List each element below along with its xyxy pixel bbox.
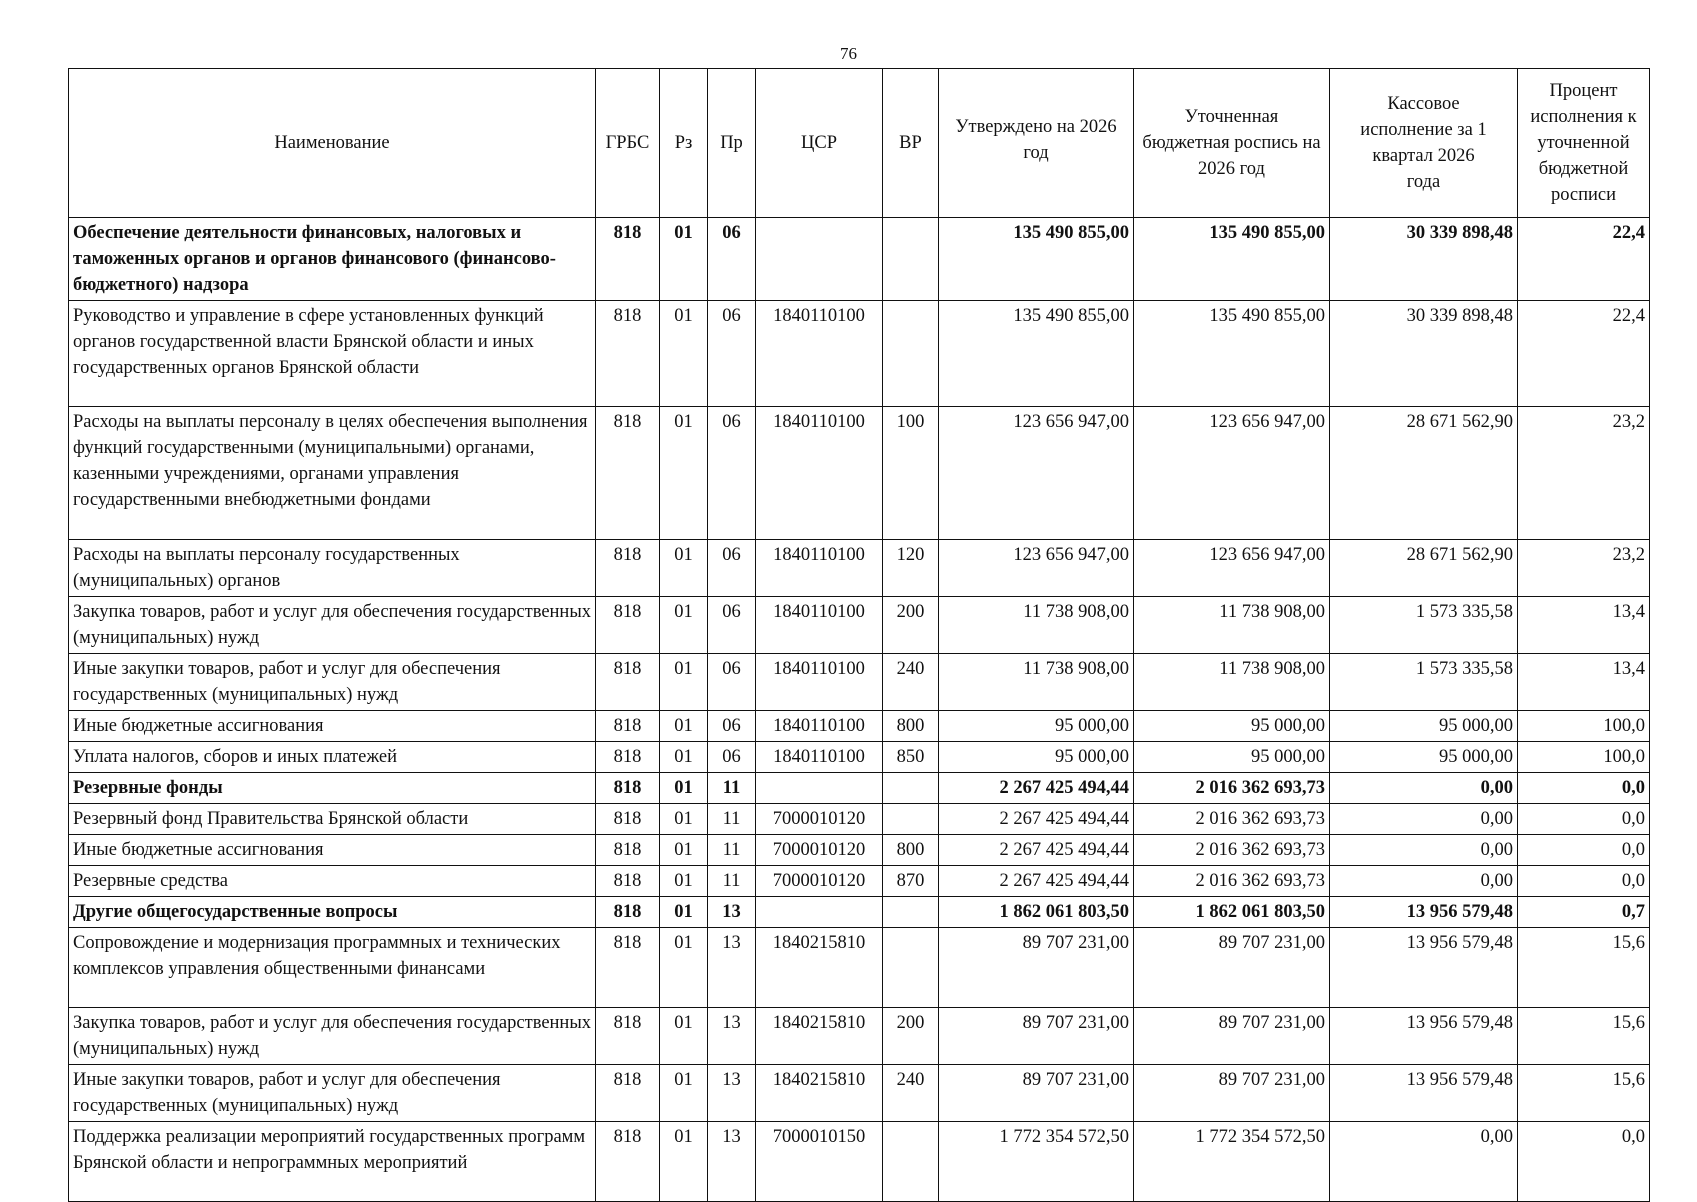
row-pr: 06 <box>708 540 756 597</box>
row-cash: 1 573 335,58 <box>1330 654 1518 711</box>
table-row <box>69 540 1650 597</box>
row-refined: 89 707 231,00 <box>1134 928 1330 1008</box>
row-pr: 11 <box>708 866 756 897</box>
row-refined: 95 000,00 <box>1134 742 1330 773</box>
row-pr: 11 <box>708 773 756 804</box>
row-percent: 0,0 <box>1518 866 1650 897</box>
row-rz: 01 <box>660 407 708 540</box>
row-pr: 11 <box>708 804 756 835</box>
row-refined: 11 738 908,00 <box>1134 654 1330 711</box>
table-row <box>69 773 1650 804</box>
row-rz: 01 <box>660 654 708 711</box>
table-row <box>69 804 1650 835</box>
row-csr: 7000010150 <box>756 1122 883 1202</box>
row-csr: 1840110100 <box>756 711 883 742</box>
row-approved: 11 738 908,00 <box>939 654 1134 711</box>
row-csr: 1840110100 <box>756 301 883 407</box>
row-grbs: 818 <box>596 866 660 897</box>
row-csr <box>756 218 883 301</box>
row-csr: 1840215810 <box>756 1008 883 1065</box>
table-row <box>69 866 1650 897</box>
row-pr: 11 <box>708 835 756 866</box>
row-approved: 1 862 061 803,50 <box>939 897 1134 928</box>
row-csr: 1840110100 <box>756 597 883 654</box>
header-percent: Процент исполнения к уточненной бюджетной росписи <box>1518 69 1650 218</box>
row-vr: 870 <box>883 866 939 897</box>
row-percent: 15,6 <box>1518 1065 1650 1122</box>
row-percent: 100,0 <box>1518 742 1650 773</box>
row-approved: 2 267 425 494,44 <box>939 866 1134 897</box>
table-row <box>69 835 1650 866</box>
table-row <box>69 597 1650 654</box>
row-cash: 28 671 562,90 <box>1330 540 1518 597</box>
header-vr: ВР <box>883 69 939 218</box>
table-row <box>69 742 1650 773</box>
table-row <box>69 1122 1650 1202</box>
row-grbs: 818 <box>596 897 660 928</box>
row-percent: 22,4 <box>1518 218 1650 301</box>
row-rz: 01 <box>660 897 708 928</box>
row-vr: 850 <box>883 742 939 773</box>
table-row <box>69 928 1650 1008</box>
row-csr: 1840110100 <box>756 742 883 773</box>
row-name: Резервные средства <box>69 866 596 897</box>
header-refined: Уточненная бюджетная роспись на 2026 год <box>1134 69 1330 218</box>
table-row <box>69 1065 1650 1122</box>
row-rz: 01 <box>660 711 708 742</box>
row-refined: 2 016 362 693,73 <box>1134 866 1330 897</box>
row-name: Закупка товаров, работ и услуг для обеспечения государственных (муниципальных) нужд <box>69 597 596 654</box>
row-percent: 0,0 <box>1518 773 1650 804</box>
row-refined: 123 656 947,00 <box>1134 407 1330 540</box>
row-name: Поддержка реализации мероприятий государственных программ Брянской области и непрограммных мероприятий <box>69 1122 596 1202</box>
row-cash: 0,00 <box>1330 835 1518 866</box>
row-approved: 123 656 947,00 <box>939 540 1134 597</box>
row-csr: 7000010120 <box>756 866 883 897</box>
row-pr: 06 <box>708 597 756 654</box>
table-row <box>69 897 1650 928</box>
row-vr: 100 <box>883 407 939 540</box>
row-grbs: 818 <box>596 540 660 597</box>
row-csr <box>756 897 883 928</box>
row-approved: 2 267 425 494,44 <box>939 773 1134 804</box>
row-cash: 0,00 <box>1330 804 1518 835</box>
row-vr <box>883 897 939 928</box>
row-rz: 01 <box>660 1122 708 1202</box>
row-vr: 240 <box>883 1065 939 1122</box>
row-cash: 1 573 335,58 <box>1330 597 1518 654</box>
row-name: Закупка товаров, работ и услуг для обеспечения государственных (муниципальных) нужд <box>69 1008 596 1065</box>
row-rz: 01 <box>660 1008 708 1065</box>
row-rz: 01 <box>660 835 708 866</box>
table-header-row <box>69 69 1650 218</box>
row-approved: 89 707 231,00 <box>939 928 1134 1008</box>
row-percent: 13,4 <box>1518 597 1650 654</box>
row-cash: 95 000,00 <box>1330 711 1518 742</box>
row-pr: 13 <box>708 1065 756 1122</box>
table-row <box>69 301 1650 407</box>
row-cash: 30 339 898,48 <box>1330 218 1518 301</box>
row-rz: 01 <box>660 540 708 597</box>
row-grbs: 818 <box>596 1122 660 1202</box>
row-name: Другие общегосударственные вопросы <box>69 897 596 928</box>
row-name: Расходы на выплаты персоналу в целях обеспечения выполнения функций государственными (муниципальными) органами, казенными учреждениями, органами управления государственными внебюджетными фондами <box>69 407 596 540</box>
row-rz: 01 <box>660 301 708 407</box>
row-percent: 15,6 <box>1518 928 1650 1008</box>
row-approved: 89 707 231,00 <box>939 1065 1134 1122</box>
row-name: Резервные фонды <box>69 773 596 804</box>
table-row <box>69 218 1650 301</box>
row-rz: 01 <box>660 1065 708 1122</box>
row-percent: 15,6 <box>1518 1008 1650 1065</box>
row-vr <box>883 301 939 407</box>
row-refined: 1 772 354 572,50 <box>1134 1122 1330 1202</box>
row-approved: 95 000,00 <box>939 711 1134 742</box>
row-pr: 13 <box>708 928 756 1008</box>
row-rz: 01 <box>660 773 708 804</box>
row-approved: 11 738 908,00 <box>939 597 1134 654</box>
row-name: Обеспечение деятельности финансовых, налоговых и таможенных органов и органов финансового (финансово-бюджетного) надзора <box>69 218 596 301</box>
row-rz: 01 <box>660 218 708 301</box>
row-csr: 1840215810 <box>756 1065 883 1122</box>
row-vr: 200 <box>883 597 939 654</box>
row-refined: 11 738 908,00 <box>1134 597 1330 654</box>
row-refined: 2 016 362 693,73 <box>1134 804 1330 835</box>
row-cash: 0,00 <box>1330 773 1518 804</box>
row-refined: 1 862 061 803,50 <box>1134 897 1330 928</box>
row-cash: 0,00 <box>1330 1122 1518 1202</box>
row-cash: 30 339 898,48 <box>1330 301 1518 407</box>
row-rz: 01 <box>660 866 708 897</box>
row-approved: 89 707 231,00 <box>939 1008 1134 1065</box>
row-refined: 89 707 231,00 <box>1134 1065 1330 1122</box>
row-vr: 200 <box>883 1008 939 1065</box>
row-refined: 123 656 947,00 <box>1134 540 1330 597</box>
row-name: Иные бюджетные ассигнования <box>69 835 596 866</box>
table-row <box>69 654 1650 711</box>
header-approved: Утверждено на 2026 год <box>939 69 1134 218</box>
row-grbs: 818 <box>596 773 660 804</box>
row-csr: 1840110100 <box>756 654 883 711</box>
row-percent: 100,0 <box>1518 711 1650 742</box>
header-grbs: ГРБС <box>596 69 660 218</box>
table-row <box>69 1008 1650 1065</box>
row-grbs: 818 <box>596 928 660 1008</box>
row-vr: 800 <box>883 835 939 866</box>
row-percent: 0,0 <box>1518 835 1650 866</box>
row-grbs: 818 <box>596 835 660 866</box>
row-pr: 13 <box>708 1008 756 1065</box>
row-csr: 7000010120 <box>756 835 883 866</box>
row-percent: 22,4 <box>1518 301 1650 407</box>
row-csr: 7000010120 <box>756 804 883 835</box>
row-percent: 0,7 <box>1518 897 1650 928</box>
row-percent: 23,2 <box>1518 540 1650 597</box>
header-csr: ЦСР <box>756 69 883 218</box>
row-pr: 13 <box>708 1122 756 1202</box>
row-vr <box>883 804 939 835</box>
header-name: Наименование <box>69 69 596 218</box>
row-approved: 2 267 425 494,44 <box>939 835 1134 866</box>
row-vr <box>883 218 939 301</box>
row-approved: 135 490 855,00 <box>939 301 1134 407</box>
row-vr <box>883 928 939 1008</box>
row-grbs: 818 <box>596 597 660 654</box>
row-name: Руководство и управление в сфере установленных функций органов государственной власти Брянской области и иных государственных органов Брянской области <box>69 301 596 407</box>
row-refined: 2 016 362 693,73 <box>1134 773 1330 804</box>
row-name: Иные бюджетные ассигнования <box>69 711 596 742</box>
table-row <box>69 407 1650 540</box>
row-refined: 89 707 231,00 <box>1134 1008 1330 1065</box>
row-grbs: 818 <box>596 711 660 742</box>
row-refined: 135 490 855,00 <box>1134 301 1330 407</box>
row-cash: 28 671 562,90 <box>1330 407 1518 540</box>
row-name: Сопровождение и модернизация программных и технических комплексов управления общественными финансами <box>69 928 596 1008</box>
row-name: Иные закупки товаров, работ и услуг для обеспечения государственных (муниципальных) нужд <box>69 654 596 711</box>
header-rz: Рз <box>660 69 708 218</box>
row-csr: 1840110100 <box>756 407 883 540</box>
row-rz: 01 <box>660 928 708 1008</box>
row-vr: 800 <box>883 711 939 742</box>
row-csr <box>756 773 883 804</box>
row-cash: 13 956 579,48 <box>1330 1008 1518 1065</box>
row-approved: 123 656 947,00 <box>939 407 1134 540</box>
row-refined: 2 016 362 693,73 <box>1134 835 1330 866</box>
row-pr: 06 <box>708 711 756 742</box>
row-vr: 240 <box>883 654 939 711</box>
row-percent: 0,0 <box>1518 804 1650 835</box>
header-pr: Пр <box>708 69 756 218</box>
row-percent: 0,0 <box>1518 1122 1650 1202</box>
row-grbs: 818 <box>596 1065 660 1122</box>
page-number: 76 <box>840 44 857 63</box>
row-cash: 95 000,00 <box>1330 742 1518 773</box>
row-grbs: 818 <box>596 301 660 407</box>
row-grbs: 818 <box>596 218 660 301</box>
row-pr: 06 <box>708 218 756 301</box>
row-pr: 06 <box>708 407 756 540</box>
row-approved: 135 490 855,00 <box>939 218 1134 301</box>
row-pr: 06 <box>708 654 756 711</box>
row-pr: 06 <box>708 301 756 407</box>
row-grbs: 818 <box>596 804 660 835</box>
header-cash: Кассовое исполнение за 1 квартал 2026 года <box>1330 69 1518 218</box>
row-pr: 06 <box>708 742 756 773</box>
row-name: Расходы на выплаты персоналу государственных (муниципальных) органов <box>69 540 596 597</box>
budget-table <box>68 68 1650 1202</box>
row-grbs: 818 <box>596 742 660 773</box>
row-grbs: 818 <box>596 407 660 540</box>
row-vr <box>883 773 939 804</box>
row-rz: 01 <box>660 597 708 654</box>
row-approved: 1 772 354 572,50 <box>939 1122 1134 1202</box>
table-row <box>69 711 1650 742</box>
row-grbs: 818 <box>596 654 660 711</box>
row-vr <box>883 1122 939 1202</box>
row-cash: 13 956 579,48 <box>1330 928 1518 1008</box>
row-csr: 1840215810 <box>756 928 883 1008</box>
row-refined: 135 490 855,00 <box>1134 218 1330 301</box>
row-rz: 01 <box>660 804 708 835</box>
row-approved: 95 000,00 <box>939 742 1134 773</box>
row-csr: 1840110100 <box>756 540 883 597</box>
row-percent: 23,2 <box>1518 407 1650 540</box>
row-name: Резервный фонд Правительства Брянской области <box>69 804 596 835</box>
row-grbs: 818 <box>596 1008 660 1065</box>
row-refined: 95 000,00 <box>1134 711 1330 742</box>
row-name: Иные закупки товаров, работ и услуг для обеспечения государственных (муниципальных) нужд <box>69 1065 596 1122</box>
row-percent: 13,4 <box>1518 654 1650 711</box>
row-vr: 120 <box>883 540 939 597</box>
row-rz: 01 <box>660 742 708 773</box>
row-approved: 2 267 425 494,44 <box>939 804 1134 835</box>
row-name: Уплата налогов, сборов и иных платежей <box>69 742 596 773</box>
row-pr: 13 <box>708 897 756 928</box>
row-cash: 13 956 579,48 <box>1330 1065 1518 1122</box>
row-cash: 0,00 <box>1330 866 1518 897</box>
row-cash: 13 956 579,48 <box>1330 897 1518 928</box>
